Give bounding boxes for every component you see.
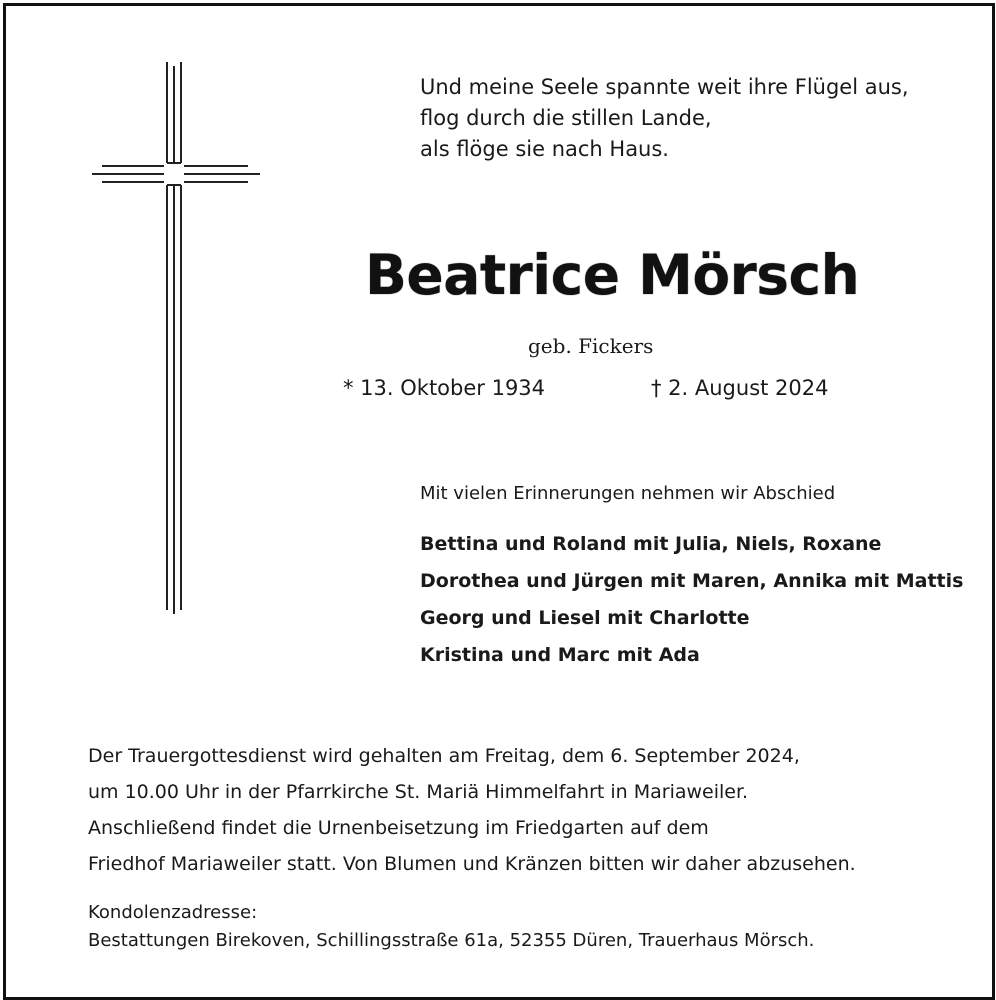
family-entry: Bettina und Roland mit Julia, Niels, Roxane bbox=[420, 533, 882, 555]
family-entry: Kristina und Marc mit Ada bbox=[420, 644, 700, 666]
service-line: Anschließend findet die Urnenbeisetzung im Friedgarten auf dem bbox=[88, 817, 709, 839]
poem-line: flog durch die stillen Lande, bbox=[420, 106, 712, 130]
cross-icon bbox=[88, 62, 264, 614]
birth-date: * 13. Oktober 1934 bbox=[343, 376, 546, 400]
death-date: † 2. August 2024 bbox=[651, 376, 829, 400]
service-details bbox=[88, 738, 856, 882]
family-entry: Georg und Liesel mit Charlotte bbox=[420, 607, 750, 629]
poem-line: Und meine Seele spannte weit ihre Flügel aus, bbox=[420, 75, 909, 99]
maiden-name: geb. Fickers bbox=[528, 334, 654, 358]
farewell-intro: Mit vielen Erinnerungen nehmen wir Abschied bbox=[420, 483, 836, 504]
service-line: Friedhof Mariaweiler statt. Von Blumen und Kränzen bitten wir daher abzusehen. bbox=[88, 853, 856, 875]
deceased-name: Beatrice Mörsch bbox=[365, 243, 860, 307]
family-list bbox=[420, 526, 963, 674]
condolence-label: Kondolenzadresse: bbox=[88, 902, 258, 923]
service-line: Der Trauergottesdienst wird gehalten am Freitag, dem 6. September 2024, bbox=[88, 745, 800, 767]
condolence-address bbox=[88, 899, 814, 955]
family-entry: Dorothea und Jürgen mit Maren, Annika mit Mattis bbox=[420, 570, 964, 592]
poem bbox=[420, 72, 909, 165]
service-line: um 10.00 Uhr in der Pfarrkirche St. Mariä Himmelfahrt in Mariaweiler. bbox=[88, 781, 749, 803]
condolence-text: Bestattungen Birekoven, Schillingsstraße 61a, 52355 Düren, Trauerhaus Mörsch. bbox=[88, 930, 815, 951]
poem-line: als flöge sie nach Haus. bbox=[420, 137, 669, 161]
